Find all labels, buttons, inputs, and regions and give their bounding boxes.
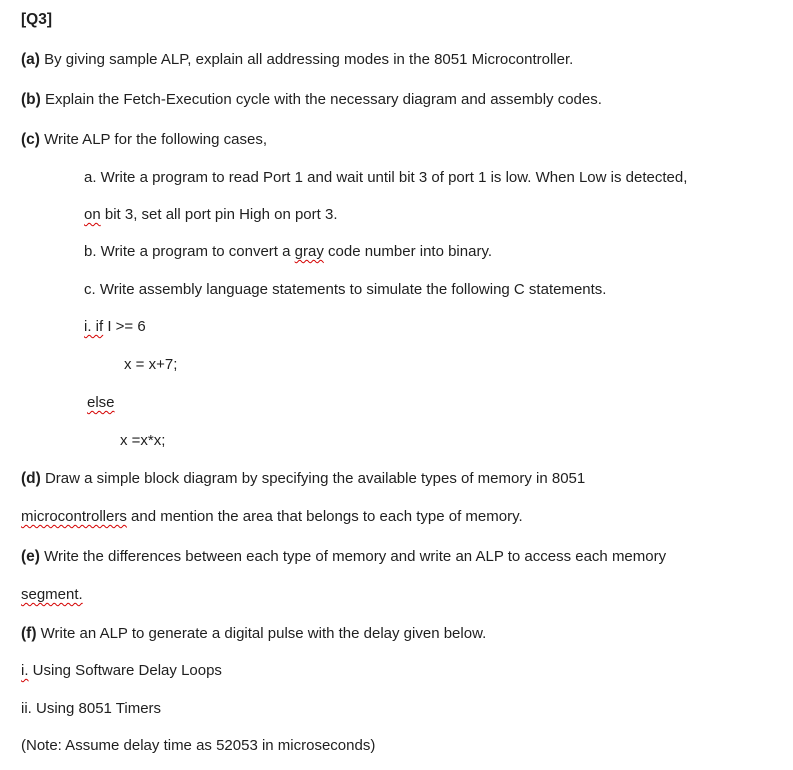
- code-else-stmt: x =x*x;: [120, 432, 166, 449]
- part-c-item-a-line2: [84, 205, 338, 225]
- part-d-line1: [21, 469, 585, 489]
- spellcheck-word: i. if: [84, 318, 104, 335]
- part-d-label: (d): [21, 470, 41, 487]
- spellcheck-word: i.: [21, 662, 29, 679]
- part-d-line2-text: and mention the area that belongs to each type of memory.: [126, 508, 523, 525]
- part-f: [21, 624, 486, 644]
- part-f-item-i: [21, 661, 222, 681]
- item-i-text: Using Software Delay Loops: [28, 662, 222, 679]
- item-b-pre: b. Write a program to convert a: [84, 243, 295, 260]
- question-heading: [21, 10, 52, 30]
- part-e-text: Write the differences between each type of memory and write an ALP to access each memory: [39, 548, 667, 565]
- spellcheck-word: else: [87, 394, 115, 411]
- code-then-stmt: x = x+7;: [124, 356, 178, 373]
- part-a-label: (a): [21, 51, 40, 68]
- part-f-label: (f): [21, 625, 37, 642]
- spellcheck-word: on: [84, 206, 101, 223]
- code-if-line: [84, 317, 146, 337]
- part-f-text: Write an ALP to generate a digital pulse with the delay given below.: [36, 625, 487, 642]
- heading-label: [Q3]: [21, 11, 52, 28]
- code-condition: I >= 6: [103, 318, 146, 335]
- spellcheck-word: gray: [294, 243, 324, 260]
- spellcheck-word: microcontrollers: [21, 508, 127, 525]
- part-b-text: Explain the Fetch-Execution cycle with the necessary diagram and assembly codes.: [40, 91, 602, 108]
- item-a-line2-text: bit 3, set all port pin High on port 3.: [100, 206, 338, 223]
- part-a: [21, 50, 573, 70]
- part-b-label: (b): [21, 91, 41, 108]
- part-c-item-b: [84, 242, 492, 262]
- part-f-item-ii: ii. Using 8051 Timers: [21, 700, 162, 717]
- part-c-label: (c): [21, 131, 40, 148]
- part-c-item-a-line1: a. Write a program to read Port 1 and wait until bit 3 of port 1 is low. When Low is detected,: [84, 169, 688, 186]
- item-b-post: code number into binary.: [323, 243, 492, 260]
- spellcheck-word: segment.: [21, 586, 83, 603]
- part-e-line1: [21, 547, 666, 567]
- part-c-item-c: c. Write assembly language statements to simulate the following C statements.: [84, 281, 607, 298]
- part-d-line2: [21, 507, 523, 527]
- part-c-text: Write ALP for the following cases,: [39, 131, 268, 148]
- code-else-line: [87, 393, 115, 413]
- part-d-text: Draw a simple block diagram by specifying the available types of memory in 8051: [40, 470, 586, 487]
- part-e-line2: [21, 585, 83, 605]
- part-f-note: (Note: Assume delay time as 52053 in microseconds): [21, 737, 376, 754]
- part-b: [21, 90, 602, 110]
- part-c: [21, 130, 267, 150]
- part-e-label: (e): [21, 548, 40, 565]
- part-a-text: By giving sample ALP, explain all addressing modes in the 8051 Microcontroller.: [39, 51, 574, 68]
